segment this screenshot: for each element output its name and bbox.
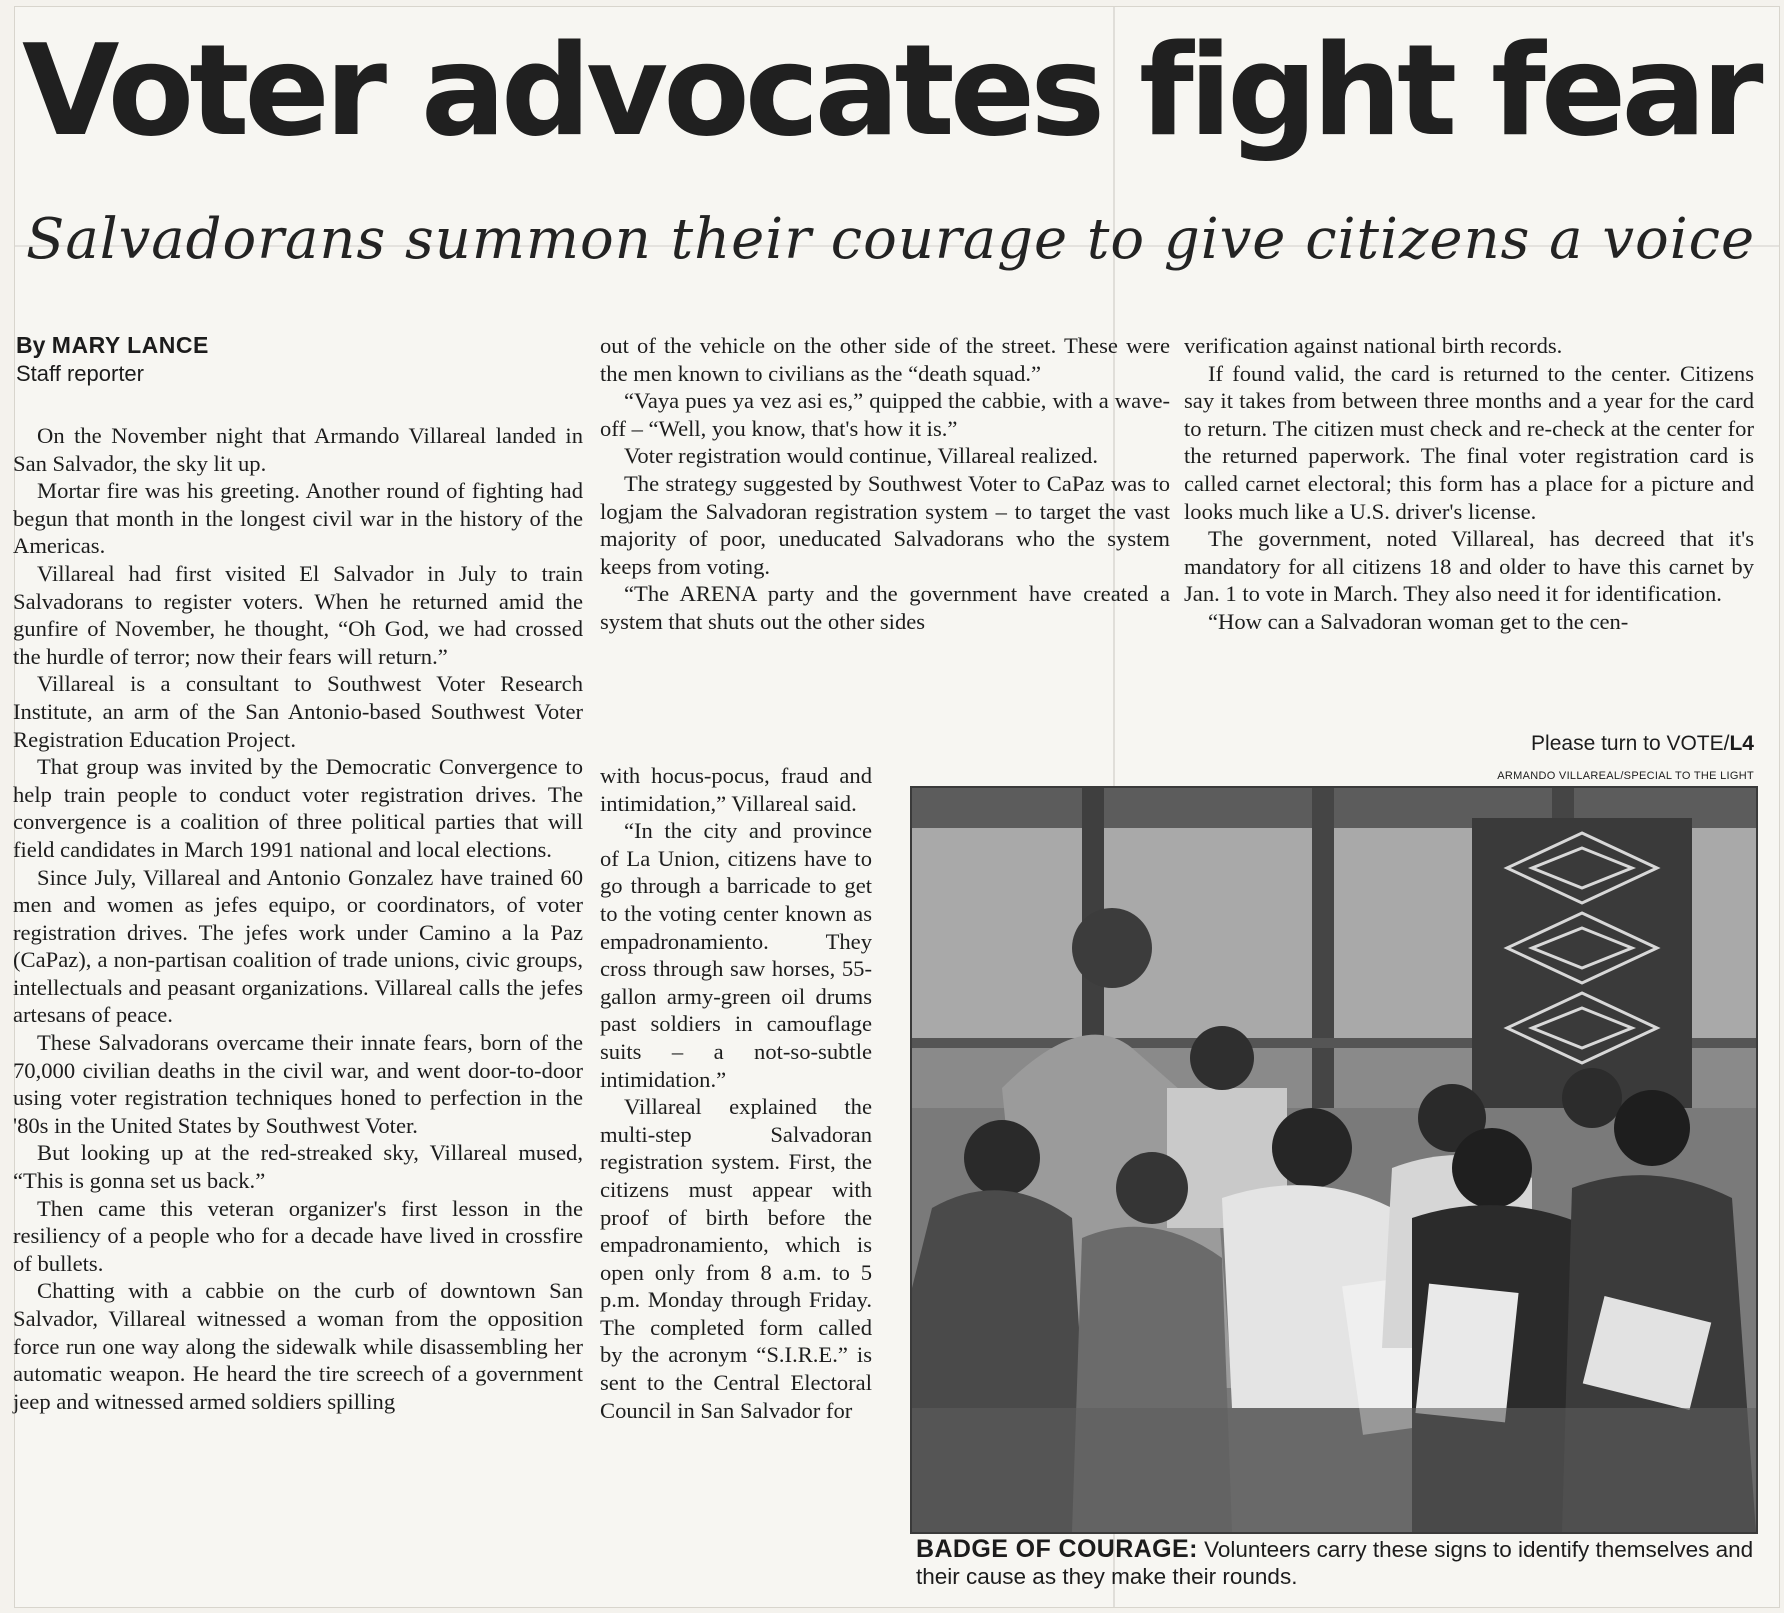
- paragraph: Villareal had first visited El Salvador in July to train Salvadorans to register voters. When he returned amid the gunfire of November, he thought, “Oh God, we had crossed the hurdle of terror; now their fears will return.”: [13, 560, 583, 669]
- paragraph: Then came this veteran organizer's first lesson in the resiliency of a people who for a decade have lived in crossfire of bullets.: [13, 1195, 583, 1276]
- paragraph: “How can a Salvadoran woman get to the cen-: [1208, 608, 1629, 634]
- paragraph: Voter registration would continue, Villareal realized.: [624, 443, 1099, 469]
- byline-author: [16, 330, 209, 360]
- caption-text: Volunteers carry these signs to identify themselves and their cause as they make their rounds.: [916, 1537, 1754, 1589]
- paragraph: Villareal explained the multi-step Salvadoran registration system. First, the citizens must appear with proof of birth before the empadronamiento, which is open only from 8 a.m. to 5 p.m. Monday through Friday. The completed form called by the acronym “S.I.R.E.” is sent to the Central Electoral Council in San Salvador for: [600, 1094, 872, 1423]
- headline: Voter advocates fight fear: [22, 17, 1759, 164]
- paragraph: The strategy suggested by Southwest Voter to CaPaz was to logjam the Salvadoran registration system – to target the vast majority of poor, uneducated Salvadorans who the system keeps from voting.: [600, 470, 1170, 579]
- paragraph: with hocus-pocus, fraud and intimidation,” Villareal said.: [600, 763, 872, 816]
- paragraph: Chatting with a cabbie on the curb of downtown San Salvador, Villareal witnessed a woman from the opposition force run one way along the sidewalk while disassembling her automatic weapon. He heard the tire screech of a government jeep and witnessed armed soldiers spilling: [13, 1278, 583, 1414]
- continuation-jump: [1184, 730, 1754, 758]
- photo-caption: [916, 1536, 1756, 1590]
- byline-prefix: By: [16, 332, 46, 358]
- paragraph: Villareal is a consultant to Southwest Voter Research Institute, an arm of the San Antonio-based Southwest Voter Registration Education Project.: [13, 671, 583, 752]
- news-photo: [910, 786, 1758, 1534]
- subheadline: Salvadorans summon their courage to give citizens a voice: [26, 207, 1756, 272]
- byline-name: MARY LANCE: [51, 332, 209, 358]
- jump-text: Please turn to VOTE/: [1531, 732, 1730, 755]
- paragraph: That group was invited by the Democratic Convergence to help train people to conduct voter registration drives. The convergence is a coalition of three political parties that will field candidates in March 1991 national and local elections.: [13, 754, 583, 862]
- paragraph: If found valid, the card is returned to the center. Citizens say it takes from between three months and a year for the card to return. The citizen must check and re-check at the center for the returned paperwork. The final voter registration card is called carnet electoral; this form has a place for a picture and looks much like a U.S. driver's license.: [1184, 360, 1754, 524]
- paragraph: The government, noted Villareal, has decreed that it's mandatory for all citizens 18 and older to have this carnet by Jan. 1 to vote in March. They also need it for identification.: [1184, 526, 1754, 607]
- paragraph: On the November night that Armando Villareal landed in San Salvador, the sky lit up.: [13, 423, 583, 476]
- photo-illustration: [912, 788, 1756, 1532]
- paragraph: These Salvadorans overcame their innate fears, born of the 70,000 civilian deaths in the civil war, and went door-to-door using voter registration techniques honed to perfection in the '80s in the United States by Southwest Voter.: [13, 1030, 583, 1138]
- jump-page: L4: [1729, 732, 1754, 755]
- article-column-2-top: [600, 332, 1170, 636]
- paragraph: “The ARENA party and the government have created a system that shuts out the other sides: [600, 581, 1170, 634]
- caption-label: BADGE OF COURAGE:: [916, 1535, 1198, 1563]
- article-column-2-bottom: [600, 762, 872, 1424]
- paragraph: But looking up at the red-streaked sky, Villareal mused, “This is gonna set us back.”: [13, 1140, 583, 1194]
- paragraph: “In the city and province of La Union, citizens have to go through a barricade to get to the voting center known as empadronamiento. They cross through saw horses, 55-gallon army-green oil drums past soldiers in camouflage suits – a not-so-subtle intimidation.”: [600, 818, 872, 1092]
- paragraph: verification against national birth records.: [1184, 333, 1563, 358]
- byline-role: Staff reporter: [16, 361, 144, 386]
- paragraph: Since July, Villareal and Antonio Gonzalez have trained 60 men and women as jefes equipo, or coordinators, of voter registration drives. The jefes work under Camino a la Paz (CaPaz), a non-partisan coalition of trade unions, civic groups, intellectuals and peasant organizations. Villareal calls the jefes artesans of peace.: [13, 864, 583, 1028]
- paragraph: out of the vehicle on the other side of the street. These were the men known to civilians as the “death squad.”: [600, 333, 1170, 386]
- article-column-3: [1184, 332, 1754, 636]
- paragraph: Mortar fire was his greeting. Another round of fighting had begun that month in the longest civil war in the history of the Americas.: [13, 478, 583, 559]
- byline: [16, 330, 209, 388]
- paragraph: “Vaya pues ya vez asi es,” quipped the cabbie, with a wave-off – “Well, you know, that's how it is.”: [600, 388, 1170, 441]
- photo-credit: ARMANDO VILLAREAL/SPECIAL TO THE LIGHT: [1497, 770, 1754, 782]
- article-column-1: [13, 422, 583, 1415]
